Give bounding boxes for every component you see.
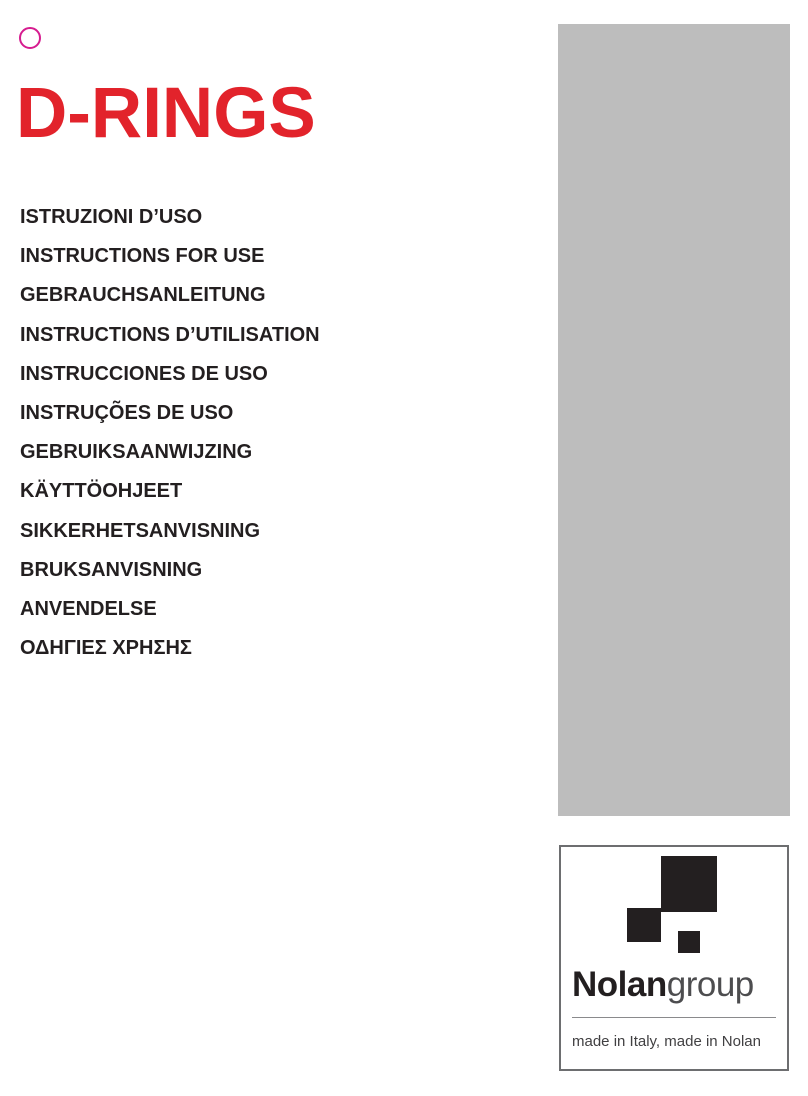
language-item-fr: INSTRUCTIONS D’UTILISATION [20, 323, 320, 346]
document-title: D-RINGS [16, 74, 316, 153]
language-item-da: ANVENDELSE [20, 597, 157, 620]
language-item-de: GEBRAUCHSANLEITUNG [20, 284, 266, 307]
language-item-sv: BRUKSANVISNING [20, 558, 203, 581]
language-item-el: ΟΔΗΓΙΕΣ ΧΡΗΣΗΣ [20, 637, 192, 660]
language-item-it: ISTRUZIONI D’USO [20, 206, 203, 228]
brand-tagline: made in Italy, made in Nolan [572, 1033, 761, 1050]
logo-square-small-icon [678, 931, 700, 953]
language-item-en: INSTRUCTIONS FOR USE [20, 245, 265, 268]
circle-marker-icon [19, 27, 41, 49]
language-item-no: SIKKERHETSANVISNING [20, 519, 261, 542]
logo-square-large-icon [661, 856, 717, 912]
brand-wordmark [572, 965, 754, 1005]
brand-name-light: group [666, 965, 754, 1004]
language-item-fi: KÄYTTÖOHJEET [20, 480, 183, 503]
cover-image-panel [558, 24, 790, 816]
brand-name-bold: Nolan [572, 965, 667, 1004]
language-item-pt: INSTRUÇÕES DE USO [20, 401, 234, 424]
language-list [20, 204, 320, 674]
logo-square-medium-icon [627, 908, 661, 942]
language-item-es: INSTRUCCIONES DE USO [20, 362, 268, 385]
brand-divider [572, 1017, 776, 1018]
brand-logo-box [559, 845, 789, 1071]
language-item-nl: GEBRUIKSAANWIJZING [20, 441, 253, 464]
